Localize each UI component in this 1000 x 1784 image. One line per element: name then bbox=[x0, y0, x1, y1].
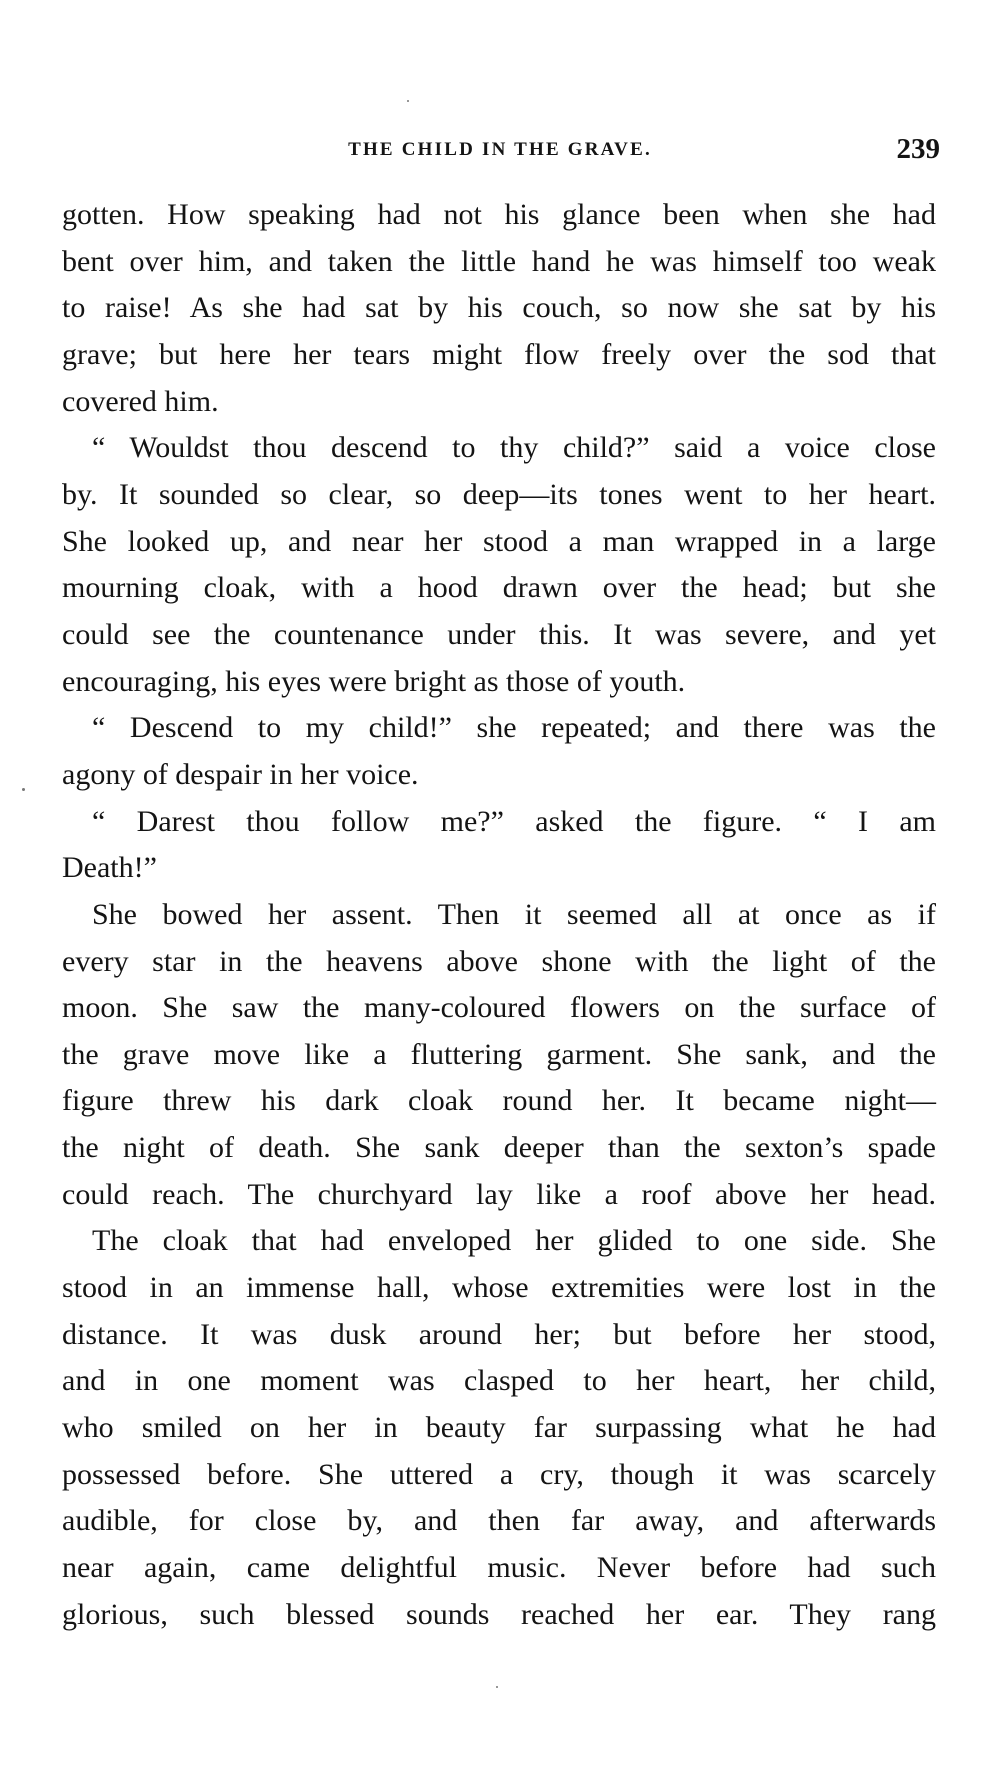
text-line: “ Wouldst thou descend to thy child?” said a voice close bbox=[92, 431, 936, 465]
text-line: “ Darest thou follow me?” asked the figure. “ I am bbox=[92, 804, 936, 838]
text-line: could reach. The churchyard lay like a roof above her head. bbox=[62, 1177, 936, 1211]
text-line: the grave move like a fluttering garment. She sank, and the bbox=[62, 1037, 936, 1071]
text-line: gotten. How speaking had not his glance been when she had bbox=[62, 198, 936, 231]
text-line: stood in an immense hall, whose extremities were lost in the bbox=[62, 1271, 936, 1305]
text-line: covered him. bbox=[62, 384, 219, 418]
text-line: mourning cloak, with a hood drawn over the head; but she bbox=[62, 571, 936, 605]
text-line: glorious, such blessed sounds reached her ear. They rang bbox=[62, 1597, 936, 1631]
text-line: and in one moment was clasped to her heart, her child, bbox=[62, 1364, 936, 1398]
text-line: grave; but here her tears might flow freely over the sod that bbox=[62, 337, 936, 371]
text-line: She looked up, and near her stood a man wrapped in a large bbox=[62, 524, 936, 558]
text-line: Death!” bbox=[62, 851, 157, 885]
page-header bbox=[60, 133, 940, 173]
body-text bbox=[62, 192, 936, 1638]
text-line: The cloak that had enveloped her glided to one side. She bbox=[92, 1224, 936, 1258]
text-line: bent over him, and taken the little hand he was himself too weak bbox=[62, 244, 936, 278]
text-line: to raise! As she had sat by his couch, so now she sat by his bbox=[62, 291, 936, 325]
print-speck bbox=[407, 100, 409, 102]
print-speck bbox=[22, 788, 25, 791]
text-line: encouraging, his eyes were bright as those of youth. bbox=[62, 664, 686, 698]
text-line: She bowed her assent. Then it seemed all at once as if bbox=[92, 897, 936, 931]
text-line: agony of despair in her voice. bbox=[62, 757, 419, 791]
page-number: 239 bbox=[896, 133, 940, 165]
running-title: THE CHILD IN THE GRAVE. bbox=[348, 139, 652, 160]
text-line: who smiled on her in beauty far surpassing what he had bbox=[62, 1411, 936, 1445]
text-line: could see the countenance under this. It was severe, and yet bbox=[62, 617, 936, 651]
text-line: moon. She saw the many-coloured flowers on the surface of bbox=[62, 991, 936, 1025]
text-line: distance. It was dusk around her; but before her stood, bbox=[62, 1317, 936, 1351]
text-line: by. It sounded so clear, so deep—its tones went to her heart. bbox=[62, 477, 936, 511]
text-line: near again, came delightful music. Never before had such bbox=[62, 1551, 936, 1585]
text-line: every star in the heavens above shone with the light of the bbox=[62, 944, 936, 978]
text-line: “ Descend to my child!” she repeated; and there was the bbox=[92, 711, 936, 745]
text-line: the night of death. She sank deeper than the sexton’s spade bbox=[62, 1131, 936, 1165]
text-line: figure threw his dark cloak round her. It became night— bbox=[62, 1084, 936, 1118]
text-line: audible, for close by, and then far away, and afterwards bbox=[62, 1504, 936, 1538]
print-speck bbox=[496, 1686, 498, 1688]
text-line: possessed before. She uttered a cry, though it was scarcely bbox=[62, 1457, 936, 1491]
